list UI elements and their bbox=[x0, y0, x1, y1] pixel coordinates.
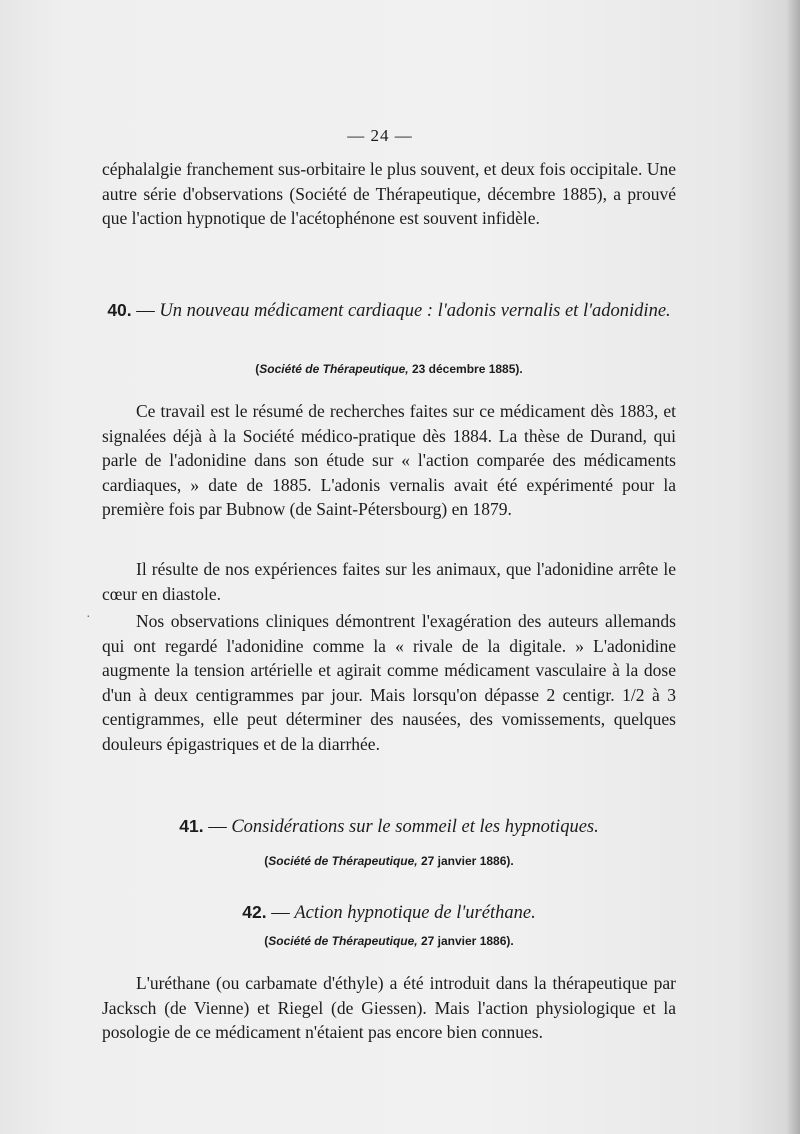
section-41-heading: 41. — Considérations sur le sommeil et les hypnotiques. bbox=[179, 816, 599, 837]
section-number: 42. bbox=[242, 902, 267, 922]
paragraph-acetophenone: céphalalgie franchement sus-orbitaire le plus souvent, et deux fois occipitale. Une autre série d'observations (Société de Thérapeutique, décembre 1885), a prouvé que l'action hypnotique de l'acétophénone est souvent infidèle. bbox=[102, 159, 676, 229]
section-42-heading: 42. — Action hypnotique de l'uréthane. bbox=[242, 902, 536, 923]
ink-speck: · bbox=[86, 610, 91, 625]
paragraph-adonidine-research: Ce travail est le résumé de recherches faites sur ce médicament dès 1883, et signalées déjà à la Société médico-pratique dès 1884. La thèse de Durand, qui parle de l'adonidine dans son étude sur « l'action comparée des médicaments cardiaques, » date de 1885. L'adonis vernalis avait été expérimenté pour la première fois par Bubnow (de Saint-Pétersbourg) en 1879. bbox=[102, 401, 676, 520]
section-title: Action hypnotique de l'uréthane. bbox=[294, 903, 536, 923]
paragraph-adonidine-experiments: Il résulte de nos expériences faites sur les animaux, que l'adonidine arrête le cœur en diastole. bbox=[102, 559, 676, 604]
section-title: Un nouveau médicament cardiaque : l'adonis vernalis et l'adonidine. bbox=[159, 301, 671, 321]
section-42-source: (Société de Thérapeutique, 27 janvier 1886). bbox=[264, 934, 514, 948]
page-number: — 24 — bbox=[347, 126, 413, 145]
section-number: 40. bbox=[107, 300, 132, 320]
section-40-heading: 40. — Un nouveau médicament cardiaque : l'adonis vernalis et l'adonidine. bbox=[107, 300, 671, 321]
section-number: 41. bbox=[179, 816, 204, 836]
section-40-source: (Société de Thérapeutique, 23 décembre 1885). bbox=[255, 362, 523, 376]
paragraph-urethane: L'uréthane (ou carbamate d'éthyle) a été introduit dans la thérapeutique par Jacksch (de Vienne) et Riegel (de Giessen). Mais l'action physiologique et la posologie de ce médicament n'étaient pas encore bien connues. bbox=[102, 973, 676, 1043]
section-title: Considérations sur le sommeil et les hypnotiques. bbox=[231, 817, 599, 837]
page-edge-shadow bbox=[786, 0, 800, 1134]
section-41-source: (Société de Thérapeutique, 27 janvier 1886). bbox=[264, 854, 514, 868]
paragraph-adonidine-clinical: Nos observations cliniques démontrent l'exagération des auteurs allemands qui ont regardé l'adonidine comme la « rivale de la digitale. » L'adonidine augmente la tension artérielle et agirait comme médicament vasculaire à la dose d'un à deux centigrammes par jour. Mais lorsqu'on dépasse 2 centigr. 1/2 à 3 centigrammes, elle peut déterminer des nausées, des vomissements, quelques douleurs épigastriques et de la diarrhée. bbox=[102, 611, 676, 754]
